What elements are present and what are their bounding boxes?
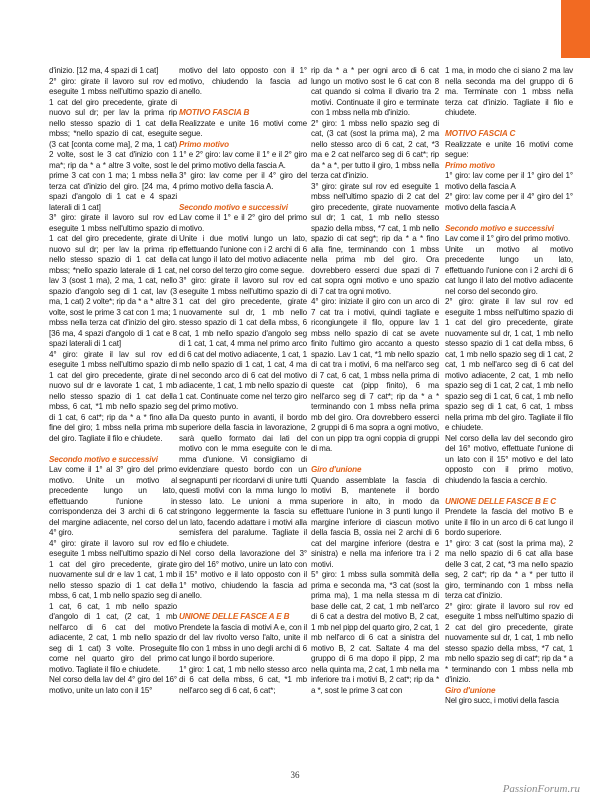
subsection-heading: Secondo motivo e successivi bbox=[179, 202, 288, 212]
text-column-1 bbox=[49, 66, 180, 696]
paragraph: 4° giro: girate il lav sul rov ed eseguite 1 mbss nell'ultimo spazio di 1 cat del giro precedente, girate di nuovo sul dr e lavorate 1 cat, 1 mb nello stesso spazio di 1 cat della mbss, 6 cat, *1 mb nello spazio seg di 1 cat, 6 cat*; rip da * a * fino alla fine del giro; 1 mbss nella prima mb del giro. Tagliate il filo e chiudete. bbox=[49, 349, 180, 443]
paragraph: Lav come il 1° al 3° giro del primo motivo. Unite un motivo al precedente lungo un lato, effettuando l'unione in corrispondenza dei 3 archi di 6 cat del margine adiacente, nel corso del 4° giro. bbox=[49, 465, 180, 537]
subsection-heading: Secondo motivo e successivi bbox=[445, 223, 554, 233]
paragraph: 2° giro: girate il lavoro sul rov ed eseguite 1 mbss nell'ultimo spazio di 2 cat del giro precedente, girate nuovamente sul dr, 1 cat, 1 mb nello stesso spazio della mbss, *7 cat, 1 mb nello spazio seg di cat*; rip da * a * terminando con 1 mbss nella mb d'inizio. bbox=[445, 601, 576, 684]
paragraph: 3° giro: girate sul rov ed eseguite 1 mbss nell'ultimo spazio di 2 cat del giro precedente, girate nuovamente sul dr; 1 cat, 1 mb nello stesso spazio della mbss, *7 cat, 1 mb nello spazio di cat seg*; rip da * a * fino alla fine, terminando con 1 mbss nella prima mb del giro. Ora dovrebbero esserci due spazi di 7 cat sopra ogni motivo e uno spazio di 7 cat tra ogni motivo. bbox=[311, 181, 442, 296]
subsection-heading: Primo motivo bbox=[179, 139, 229, 149]
paragraph: 2° giro: girate il lav sul rov ed eseguite 1 mbss nell'ultimo spazio di 1 cat del giro precedente, girate nuovamente sul dr, 1 cat, 1 mb nello stesso spazio di 1 cat della mbss, 6 cat, 1 mb nello spazio seg di 1 cat, 2 cat, 1 mb nell'arco seg di 6 cat del motivo adiacente, 2 cat, 1 mb nello spazio seg di 1 cat, 2 cat, 1 mb nello spazio seg di 1 cat, 6 cat, 1 mb nello spazio seg di 1 cat, 6 cat, 1 mbss nella prima mb del giro. Tagliate il filo e chiudete. bbox=[445, 297, 576, 432]
page-number: 36 bbox=[290, 770, 300, 780]
paragraph: Nel corso della lavorazione del 3° giro del 16° motivo, unire un lato con il 15° motivo e il lato opposto con il 1° motivo, chiudendo la fascia ad anello. bbox=[179, 549, 310, 600]
subsection-heading: Giro d'unione bbox=[445, 685, 496, 695]
paragraph: Prendete la fascia del motivo B e unite il filo in un arco di 6 cat lungo il bordo superiore. bbox=[445, 507, 576, 537]
paragraph: 1° giro: 1 cat, 1 mb nello stesso arco di 6 cat della mbss, 6 cat, *1 mb nell'arco seg di 6 cat, 6 cat*; bbox=[179, 664, 310, 695]
watermark: PassionForum.ru bbox=[502, 783, 580, 795]
paragraph: 2° giro: girate il lavoro sul rov ed eseguite 1 mbss nell'ultimo spazio di 1 cat del giro precedente, girate di nuovo sul dr; per lav la prima rip nello stesso spazio di 1 cat della mbss; *nello spazio di cat, eseguite (3 cat [conta come ma], 2 ma, 1 cat) 2 volte, sost le 3 cat d'inizio con 1 ma*; rip da * a * altre 3 volte, sost le prime 3 cat con 1 ma; 1 mbss nella terza cat d'inizio del giro. [24 ma, 4 spazi d'angolo di 1 cat e 4 spazi laterali di 1 cat] bbox=[49, 76, 180, 212]
paragraph: 3° giro: girate il lavoro sul rov ed eseguite 1 mbss nell'ultimo spazio di 1 cat del giro precedente, girate di nuovo sul dr; per lav la prima rip nello stesso spazio di 1 cat della mbss; *nello spazio laterale di 1 cat, lav 3 (sost 1 ma), 2 ma, 1 cat, nello spazio d'angolo seg di 1 cat, lav (3 ma, 1 cat) 2 volte*; rip da * a * altre 3 volte, sost le prime 3 cat con 1 ma; 1 mbss nella terza cat d'inizio del giro. [36 ma, 4 spazi d'angolo di 1 cat e 8 spazi laterali di 1 cat] bbox=[49, 213, 180, 348]
paragraph: rip da * a * per ogni arco di 6 cat lungo un motivo sost le 6 cat con 8 cat quando si colma il divario tra 2 motivi. Continuate il giro e terminate con 1 mbss nella mb d'inizio. bbox=[311, 66, 442, 117]
paragraph: Lav come il 1° giro del primo motivo. bbox=[445, 234, 570, 243]
subsection-heading: Giro d'unione bbox=[311, 465, 362, 474]
paragraph: Realizzate e unite 16 motivi come segue. bbox=[179, 118, 310, 138]
paragraph: Nel giro succ, i motivi della fascia bbox=[445, 696, 559, 705]
section-heading: UNIONE DELLE FASCE A E B bbox=[179, 612, 290, 621]
paragraph: Lav come il 1° e il 2° giro del primo motivo. bbox=[179, 213, 310, 233]
paragraph: Quando assemblate la fascia di motivi B, mantenete il bordo superiore in alto, in modo da effettuare l'unione in 3 punti lungo il margine inferiore di ciascun motivo della fascia B, ossia nei 2 archi di 6 cat del margine inferiore (destra e sinistra) e nella ma inferiore tra i 2 motivi. bbox=[311, 475, 442, 569]
section-heading: MOTIVO FASCIA B bbox=[179, 108, 250, 117]
paragraph: Nel corso della lav del secondo giro del 16° motivo, effettuate l'unione di un lato con il 15° motivo e del lato opposto con il primo motivo, chiudendo la fascia a cerchio. bbox=[445, 433, 576, 485]
paragraph: 1° giro: lav come per il 1° giro del 1° motivo della fascia A bbox=[445, 171, 576, 191]
paragraph: Prendete la fascia di motivi A e, con il dr del lav rivolto verso l'alto, unite il filo con 1 mbss in uno degli archi di 6 cat lungo il bordo superiore. bbox=[179, 622, 310, 663]
paragraph: Nel corso della lav del 4° giro del 16° motivo, unite un lato con il 15° bbox=[49, 675, 180, 695]
paragraph: motivo del lato opposto con il 1° motivo, chiudendo la fascia ad anello. bbox=[179, 66, 310, 96]
section-heading: UNIONE DELLE FASCE B E C bbox=[445, 496, 557, 506]
paragraph: 1 ma, in modo che ci siano 2 ma lav nella seconda ma del gruppo di 6 ma. Terminate con 1 mbss nella terza cat d'inizio. Tagliate il filo e chiudete. bbox=[445, 66, 576, 117]
section-tab bbox=[561, 0, 590, 58]
section-heading: Secondo motivo e successivi bbox=[49, 454, 158, 464]
paragraph: 2° giro: 1 mbss nello spazio seg di cat, (3 cat (sost la prima ma), 2 ma nello stesso arco di 6 cat, 2 cat, *3 ma e 2 cat nell'arco seg di 6 cat*; rip da * a *, per tutto il giro, 1 mbss nella terza cat d'inizio. bbox=[311, 118, 442, 180]
paragraph: 4° giro: iniziate il giro con un arco di 7 cat tra i motivi, quindi tagliate e ricongiungete il filo, oppure lav 1 mbss nello spazio di cat se avete finito l'ultimo giro accanto a questo spazio. Lav 1 cat, *1 mb nello spazio di cat tra i motivi, 6 ma nell'arco seg di 7 cat, 6 cat, 1 mbss nella prima di queste cat (pipp finito), 6 ma nell'arco seg di 7 cat*; rip da * a * terminando con 1 mbss nella prima mb del giro. Ora dovrebbero esserci 2 gruppi di 6 ma sopra a ogni motivo, con un pipp tra ogni coppia di gruppi di ma. bbox=[311, 297, 442, 453]
paragraph: 2° giro: lav come per il 4° giro del 1° motivo della fascia A bbox=[445, 192, 576, 212]
paragraph: 4° giro: girate il lavoro sul rov ed eseguite 1 mbss nell'ultimo spazio di 1 cat del giro precedente, girate nuovamente sul dr e lav 1 cat, 1 mb nello stesso spazio di 1 cat della mbss, 6 cat, 1 mb nello spazio seg di 1 cat, 6 cat, 1 mb nello spazio d'angolo di 1 cat, (2 cat, 1 mb nell'arco di 6 cat del motivo adiacente, 2 cat, 1 mb nello spazio seg di 1 cat) 3 volte. Proseguite come nel quarto giro del primo motivo. Tagliate il filo e chiudete. bbox=[49, 538, 180, 674]
paragraph: 1° e 2° giro: lav come il 1° e il 2° giro del primo motivo della fascia A. bbox=[179, 150, 310, 170]
text-column-2 bbox=[179, 66, 310, 696]
section-heading: MOTIVO FASCIA C bbox=[445, 129, 516, 138]
paragraph: Da questo punto in avanti, il bordo superiore della fascia in lavorazione, sarà quello formato dai lati del motivo con le mma eseguite con le mma d'unione. Vi consigliamo di evidenziare questo bordo con un segnapunti per ricordarvi di unire tutti questi motivi con la mma lungo lo stesso lato. Le unioni a mma stringono leggermente la fascia su un lato, facendo adattare i motivi alla semisfera del paralume. Tagliate il filo e chiudete. bbox=[179, 412, 310, 548]
text-column-3 bbox=[311, 66, 442, 696]
paragraph: Unite i due motivi lungo un lato, effettuando l'unione con i 2 archi di 6 cat lungo il lato del motivo adiacente nel corso del terzo giro come segue. bbox=[179, 234, 310, 275]
paragraph: 5° giro: 1 mbss sulla sommità della prima e seconda ma, *3 cat (sost la prima ma), 1 ma nella stessa m di base delle cat, 2 cat, 1 mb nell'arco di 6 cat a destra del motivo B, 2 cat, 1 mb nel pipp del quarto giro, 2 cat, 1 mb nell'arco di 6 cat a sinistra del motivo B, 2 cat. Saltate 4 ma del gruppo di 6 ma dopo il pipp, 2 ma nella quinta ma, 2 cat, 1 mb nella ma inferiore tra i motivi B, 2 cat*; rip da * a *, sost le prime 3 cat con bbox=[311, 570, 442, 695]
paragraph: Realizzate e unite 16 motivi come segue: bbox=[445, 139, 576, 159]
paragraph: Unite un motivo al motivo precedente lungo un lato, effettuando l'unione con i 2 archi di 6 cat lungo il lato del motivo adiacente nel corso del secondo giro. bbox=[445, 244, 576, 296]
paragraph: 3° giro: girate il lavoro sul rov ed eseguite 1 mbss nell'ultimo spazio di 1 cat del giro precedente, girate nuovamente sul dr, 1 mb nello stesso spazio di 1 cat della mbss, 6 cat, 1 mb nello spazio d'angolo seg di 1 cat, 1 cat, 4 mma nel primo arco di 6 cat del motivo adiacente, 1 cat, 1 mb nello spazio di 1 cat, 1 cat, 4 ma nel secondo arco di 6 cat del motivo adiacente, 1 cat, 1 mb nello spazio di 1 cat. Continuate come nel terzo giro del primo motivo. bbox=[179, 276, 310, 411]
paragraph: 1° giro: 3 cat (sost la prima ma), 2 ma nello spazio di 6 cat alla base delle 3 cat, 2 cat, *3 ma nello spazio seg, 2 cat*; rip da * a * per tutto il giro, terminando con 1 mbss nella terza cat d'inizio. bbox=[445, 538, 576, 600]
subsection-heading: Primo motivo bbox=[445, 160, 495, 170]
paragraph: d'inizio. [12 ma, 4 spazi di 1 cat] bbox=[49, 66, 159, 75]
text-column-4 bbox=[445, 66, 576, 707]
paragraph: 3° giro: lav come per il 4° giro del primo motivo della fascia A. bbox=[179, 171, 310, 191]
